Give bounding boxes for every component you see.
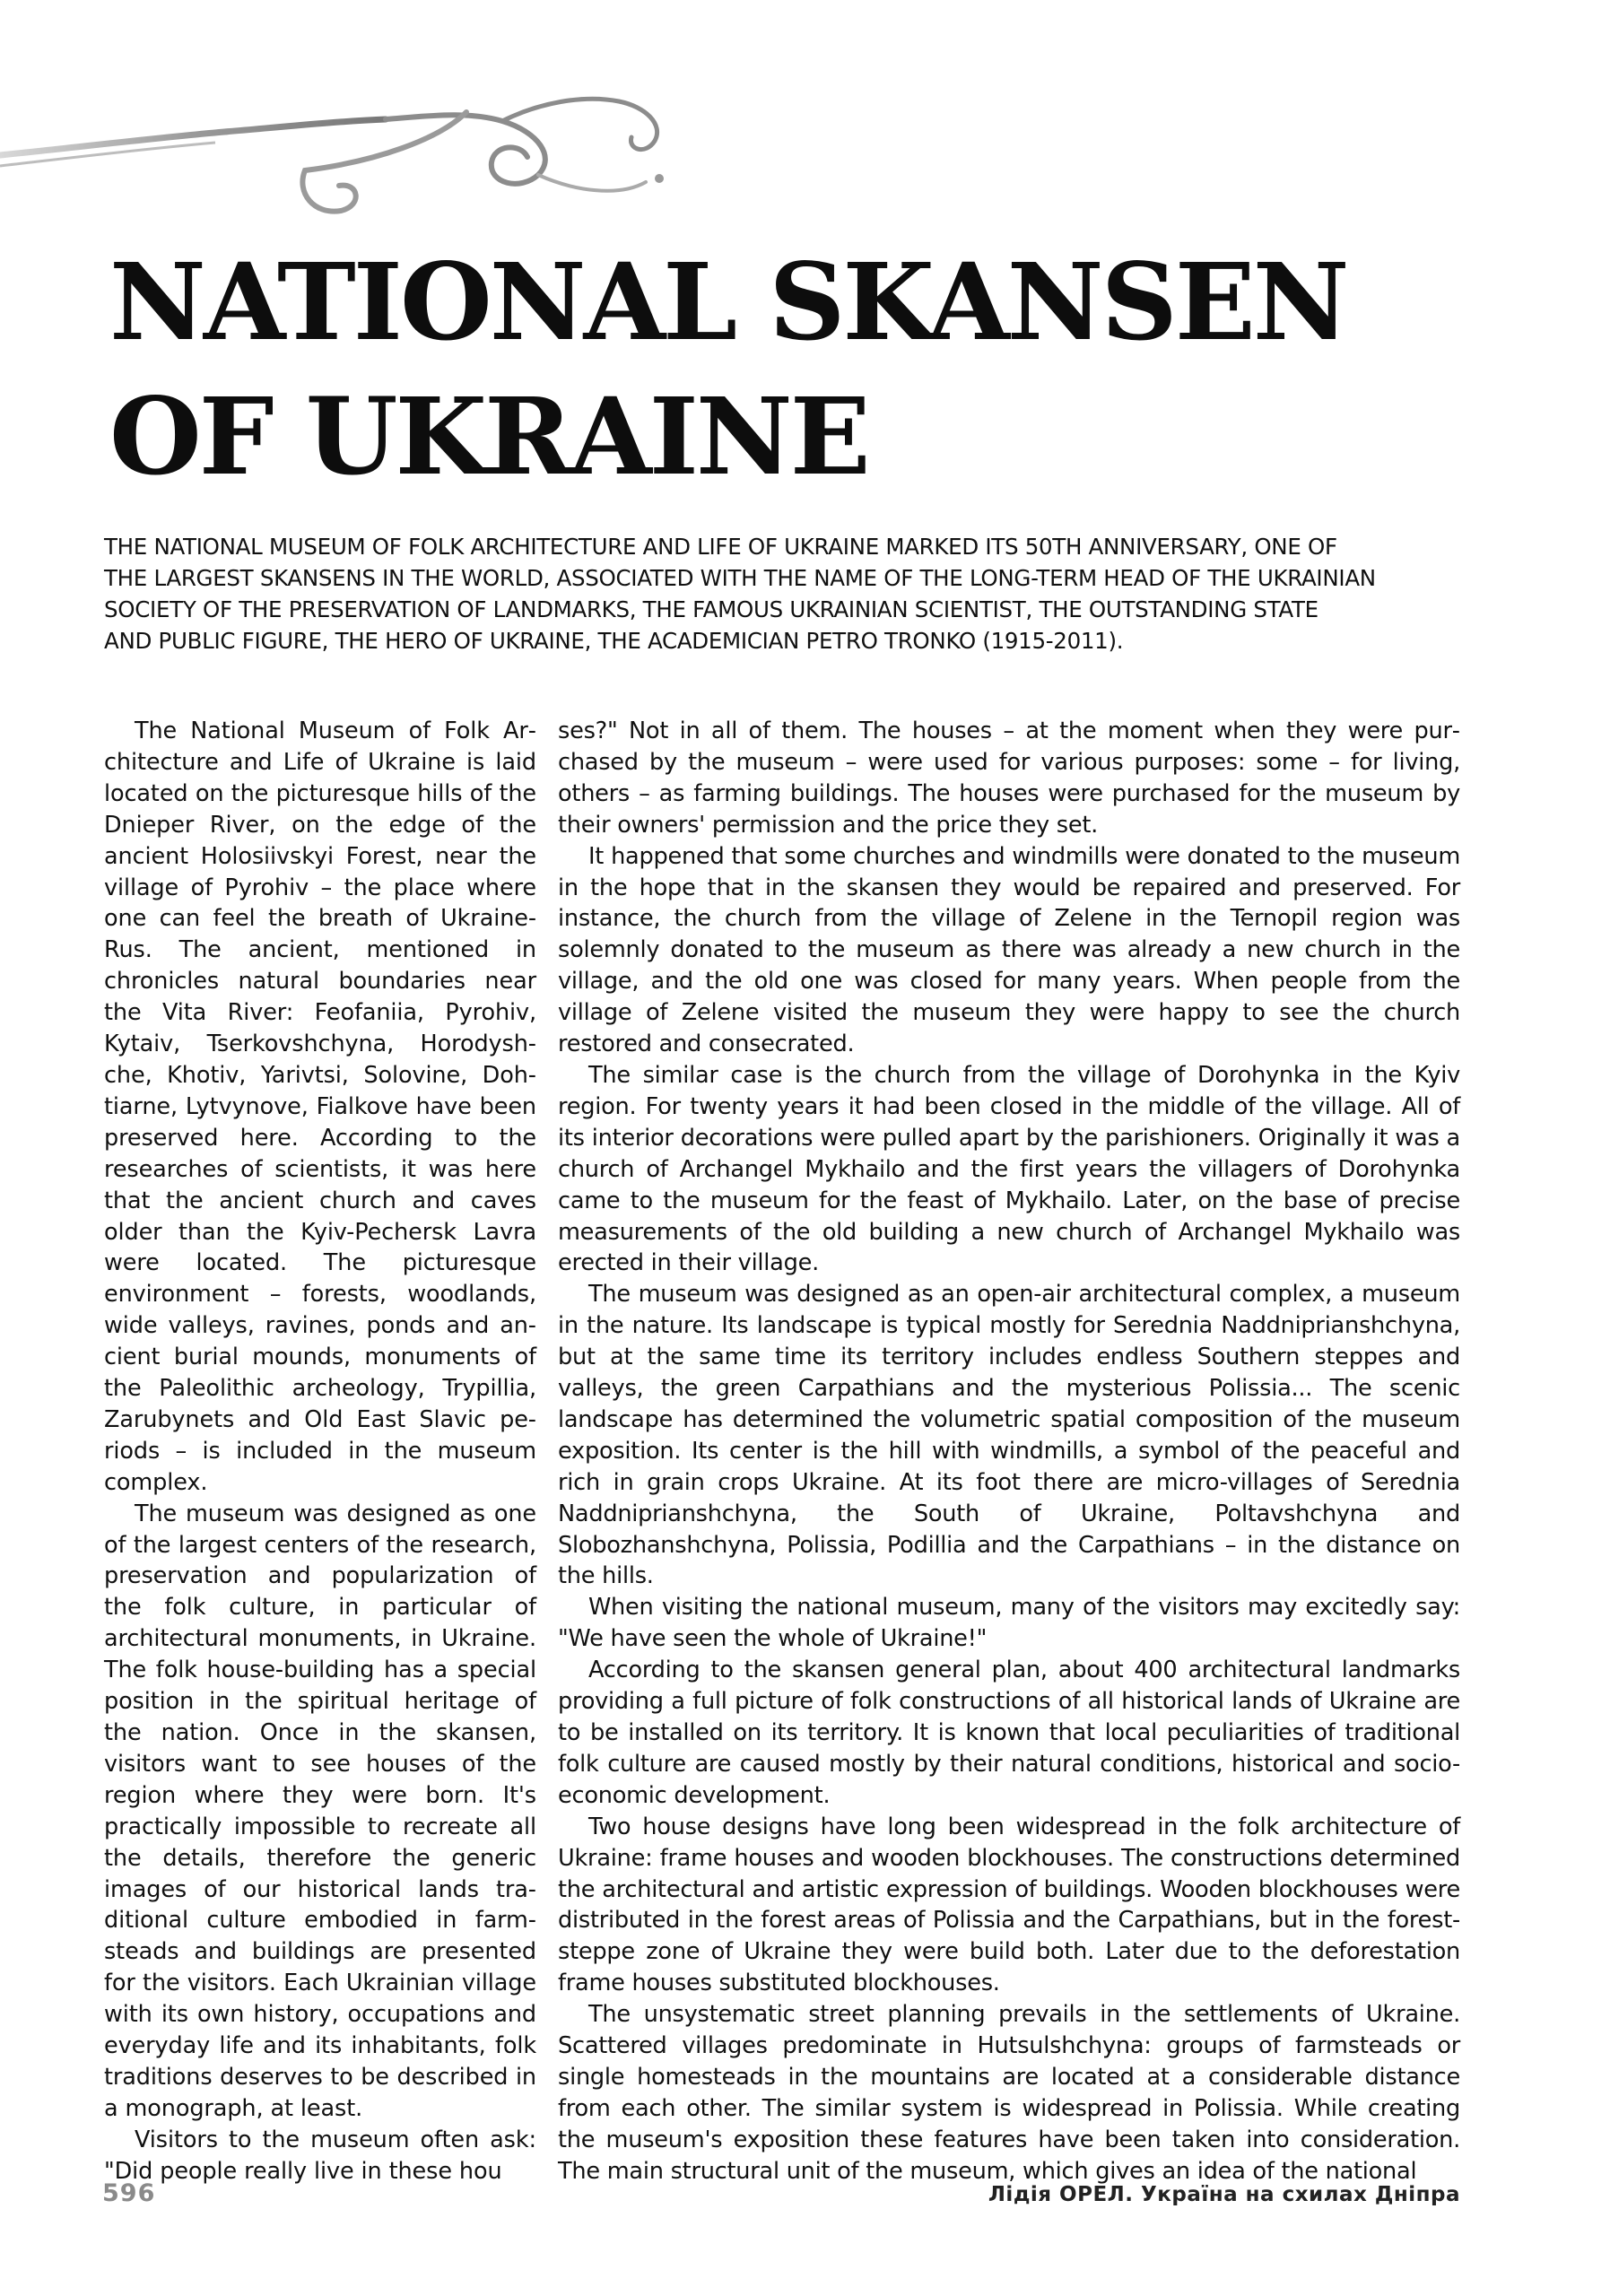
- article-title: [109, 235, 1509, 504]
- lead-line: SOCIETY OF THE PRESERVATION OF LANDMARKS, THE FAMOUS UKRAINIAN SCIENTIST, THE OUTSTANDING STATE: [104, 596, 1318, 622]
- body-paragraph: Two house designs have long been widespread in the folk architecture of Ukraine: frame houses and wooden blockhouses. The constructions determined the architectural and artistic expression of buildings. Wooden blockhouses were distributed in the forest areas of Polissia and the Carpathians, but in the forest-steppe zone of Ukraine they were build both. Later due to the deforestation frame houses substituted blockhouses.: [558, 1813, 1460, 1997]
- left-column: [104, 716, 536, 2187]
- body-paragraph: It happened that some churches and windmills were donated to the museum in the hope that in the skansen they would be repaired and preserved. For instance, the church from the village of Zelene in the Ternopil region was solemnly donated to the museum as there was already a new church in the village, and the old one was closed for many years. When people from the village of Zelene visited the museum they were happy to see the church restored and consecrated.: [558, 842, 1460, 1058]
- body-paragraph: The similar case is the church from the village of Dorohynka in the Kyiv region. For twenty years it had been closed in the middle of the village. All of its interior decorations were pulled apart by the parishioners. Originally it was a church of Archangel Mykhailo and the first years the villagers of Dorohynka came to the museum for the feast of Mykhailo. Later, on the base of precise measurements of the old building a new church of Archangel Mykhailo was erected in their village.: [558, 1061, 1460, 1277]
- body-paragraph: The National Museum of Folk Architecture and Life of Ukraine is laid located on the picturesque hills of the Dnieper River, on the edge of the ancient Holosiivskyi Forest, near the village of Pyrohiv – the place where one can feel the breath of Ukraine-Rus. The ancient, mentioned in chronicles natural boundaries near the Vita River: Feofaniia, Pyrohiv, Kytaiv, Tserkovshchyna, Horodyshche, Khotiv, Yarivtsi, Solovine, Dohtiarne, Lytvynove, Fialkove have been preserved here. According to the researches of scientists, it was here that the ancient church and caves older than the Kyiv-Pechersk Lavra were located. The picturesque environment – forests, woodlands, wide valleys, ravines, ponds and ancient burial mounds, monuments of the Paleolithic archeology, Trypillia, Zarubynets and Old East Slavic periods – is included in the museum complex.: [104, 718, 536, 1496]
- title-line-2: OF UKRAINE: [109, 374, 868, 499]
- body-paragraph: The museum was designed as an open-air architectural complex, a museum in the nature. Its landscape is typical mostly for Serednia Naddniprianshchyna, but at the same time its territory includes endless Southern steppes and valleys, the green Carpathians and the mysterious Polissia... The scenic landscape has determined the volumetric spatial composition of the museum exposition. Its center is the hill with windmills, a symbol of the peaceful and rich in grain crops Ukraine. At its foot there are micro-villages of Serednia Naddniprianshchyna, the South of Ukraine, Poltavshchyna and Slobozhanshchyna, Polissia, Podillia and the Carpathians – in the distance on the hills.: [558, 1281, 1460, 1590]
- body-paragraph: According to the skansen general plan, about 400 architectural landmarks providing a full picture of folk constructions of all historical lands of Ukraine are to be installed on its territory. It is known that local peculiarities of traditional folk culture are caused mostly by their natural conditions, historical and socio-economic development.: [558, 1657, 1460, 1809]
- page-number: 596: [102, 2179, 156, 2207]
- body-paragraph: The museum was designed as one of the largest centers of the research, preservation and popularization of the folk culture, in particular of architectural monuments, in Ukraine. The folk house-building has a special position in the spiritual heritage of the nation. Once in the skansen, visitors want to see houses of the region where they were born. It's practically impossible to recreate all the details, therefore the generic images of our historical lands traditional culture embodied in farmsteads and buildings are presented for the visitors. Each Ukrainian village with its own history, occupations and everyday life and its inhabitants, folk traditions deserves to be described in a monograph, at least.: [104, 1500, 536, 2122]
- right-column: [558, 716, 1460, 2187]
- lead-line: THE NATIONAL MUSEUM OF FOLK ARCHITECTURE AND LIFE OF UKRAINE MARKED ITS 50TH ANNIVERSARY, ONE OF: [104, 534, 1337, 560]
- lead-paragraph: [104, 531, 1476, 657]
- body-paragraph: ses?" Not in all of them. The houses – at the moment when they were purchased by the museum – were used for various purposes: some – for living, others – as farming buildings. The houses were purchased for the museum by their owners' permission and the price they set.: [558, 718, 1460, 839]
- book-title-footer: Лідія ОРЕЛ. Україна на схилах Дніпра: [988, 2183, 1460, 2206]
- title-line-1: NATIONAL SKANSEN: [109, 239, 1347, 364]
- body-paragraph: When visiting the national museum, many of the visitors may excitedly say: "We have seen the whole of Ukraine!": [558, 1594, 1460, 1653]
- lead-line: THE LARGEST SKANSENS IN THE WORLD, ASSOCIATED WITH THE NAME OF THE LONG-TERM HEAD OF THE UKRAINIAN: [104, 565, 1376, 591]
- body-paragraph: Visitors to the museum often ask: "Did people really live in these hou: [104, 2126, 536, 2185]
- lead-line: AND PUBLIC FIGURE, THE HERO OF UKRAINE, THE ACADEMICIAN PETRO TRONKO (1915-2011).: [104, 628, 1124, 654]
- body-paragraph: The unsystematic street planning prevails in the settlements of Ukraine. Scattered villages predominate in Hutsulshchyna: groups of farmsteads or single homesteads in the mountains are located at a considerable distance from each other. The similar system is widespread in Polissia. While creating the museum's exposition these features have been taken into consideration. The main structural unit of the museum, which gives an idea of the national: [558, 2001, 1460, 2185]
- decorative-swirl-ornament: [0, 85, 682, 256]
